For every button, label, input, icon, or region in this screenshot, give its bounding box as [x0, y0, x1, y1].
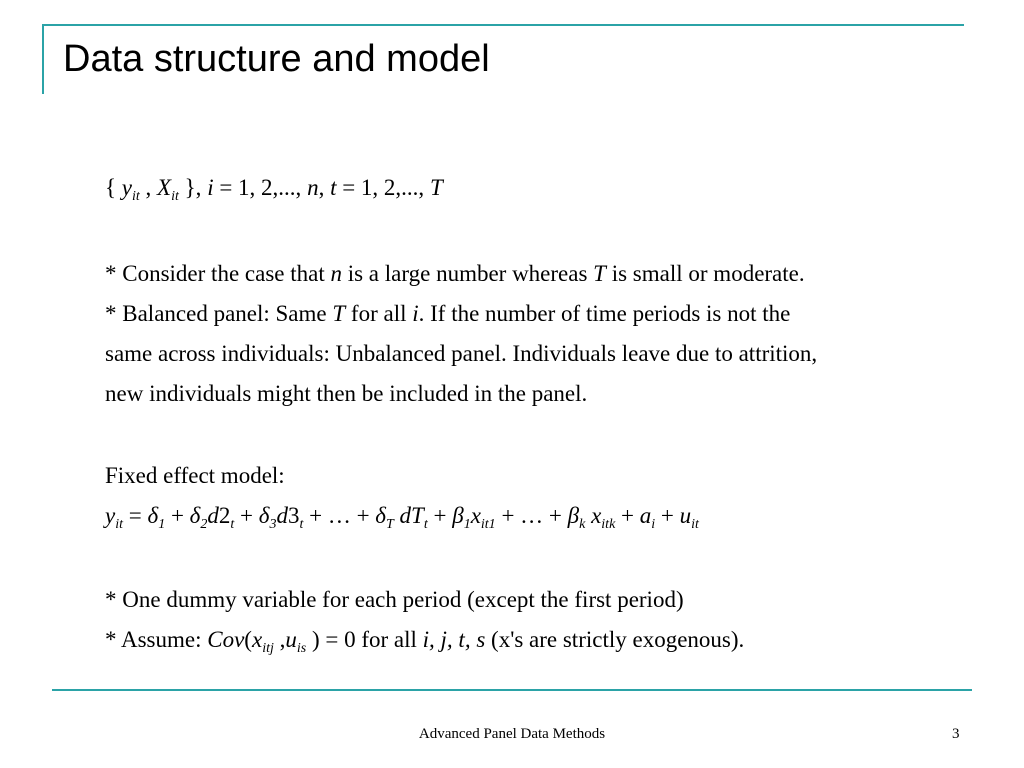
eq-a: a [639, 503, 652, 528]
math-comma: , [273, 627, 286, 652]
math-x-sub: itj [262, 641, 274, 656]
eq-betak-sub: k [579, 517, 586, 532]
bullet-balanced-panel-line2: same across individuals: Unbalanced panel. Individuals leave due to attrition, [105, 341, 818, 366]
spacer [105, 414, 965, 456]
bullet-assume-exogenous [105, 620, 965, 664]
text-run: (x's are strictly exogenous). [485, 627, 745, 652]
math-close-eq: ) = 0 [306, 627, 356, 652]
eq-plus-ellipsis: + … + [495, 503, 568, 528]
eq-d3-sub: t [299, 517, 304, 532]
notation-X: X [157, 175, 172, 200]
notation-i: i [207, 175, 214, 200]
page-number: 3 [952, 726, 960, 742]
eq-d2-sub: t [230, 517, 235, 532]
notation-y-sub: it [132, 189, 140, 204]
notation-open-brace: { [105, 175, 122, 200]
fixed-effect-heading: Fixed effect model: [105, 463, 285, 488]
eq-x1-sub: it1 [480, 517, 496, 532]
text-run: for all [355, 627, 423, 652]
notation-t: t [330, 175, 337, 200]
eq-plus-ellipsis: + … + [303, 503, 376, 528]
eq-d2-var: d [207, 503, 219, 528]
eq-beta1-sub: 1 [463, 517, 471, 532]
eq-dT-var: dT [393, 503, 424, 528]
eq-u: u [679, 503, 692, 528]
spacer [105, 540, 965, 580]
eq-deltaT: δ [375, 503, 386, 528]
footer-rule [52, 689, 972, 691]
eq-d3-var: d [276, 503, 288, 528]
eq-x1: x [470, 503, 481, 528]
notation-n: n [307, 175, 319, 200]
text-run: * Balanced panel: Same [105, 301, 333, 326]
eq-d2-num: 2 [218, 503, 231, 528]
notation-close-brace: }, [178, 175, 208, 200]
bullet-balanced-panel [105, 294, 965, 334]
eq-delta2: δ [189, 503, 201, 528]
math-u: u [285, 627, 297, 652]
notation-y: y [121, 175, 133, 200]
eq-delta3-sub: 3 [269, 517, 277, 532]
eq-d3-num: 3 [287, 503, 300, 528]
math-cov: Cov [207, 627, 245, 652]
eq-betak: β [567, 503, 580, 528]
text-run: * Consider the case that [105, 261, 331, 286]
eq-beta1: β [452, 503, 464, 528]
math-x: x [251, 627, 263, 652]
math-index-vars: i, j, t, s [422, 627, 486, 652]
eq-plus: + [234, 503, 259, 528]
panel-notation [105, 168, 965, 212]
title-top-rule [42, 24, 964, 26]
spacer [105, 212, 965, 254]
bullet-large-n [105, 254, 965, 294]
notation-t-range: = 1, 2,..., [336, 175, 430, 200]
eq-dT-sub: t [423, 517, 428, 532]
eq-plus: + [165, 503, 190, 528]
bullet-balanced-panel-line3: new individuals might then be included in the panel. [105, 381, 588, 406]
eq-y: y [105, 503, 116, 528]
text-run: is a large number whereas [341, 261, 594, 286]
eq-delta1: δ [147, 503, 159, 528]
bullet-dummy-variable: * One dummy variable for each period (except the first period) [105, 587, 684, 612]
notation-separator: , [318, 175, 331, 200]
eq-a-sub: i [651, 517, 656, 532]
eq-plus: + [655, 503, 680, 528]
title-left-rule [42, 24, 44, 94]
notation-i-range: = 1, 2,..., [213, 175, 308, 200]
eq-plus: + [427, 503, 453, 528]
math-i: i [412, 301, 419, 326]
eq-u-sub: it [691, 517, 699, 532]
text-run: * Assume: [105, 627, 208, 652]
text-run: . If the number of time periods is not the [418, 301, 791, 326]
notation-T: T [429, 175, 443, 200]
math-n: n [330, 261, 342, 286]
notation-comma: , [139, 175, 158, 200]
eq-delta2-sub: 2 [200, 517, 208, 532]
eq-equals: = [123, 503, 148, 528]
math-u-sub: is [296, 641, 307, 656]
text-run: for all [345, 301, 413, 326]
eq-plus: + [615, 503, 640, 528]
eq-xk: x [585, 503, 602, 528]
text-run: is small or moderate. [605, 261, 805, 286]
eq-y-sub: it [115, 517, 123, 532]
math-T: T [332, 301, 346, 326]
slide-body [105, 168, 965, 664]
slide-title: Data structure and model [63, 38, 490, 80]
eq-deltaT-sub: T [386, 517, 394, 532]
fixed-effect-equation [105, 496, 965, 540]
notation-X-sub: it [171, 189, 179, 204]
eq-delta1-sub: 1 [158, 517, 166, 532]
eq-delta3: δ [258, 503, 270, 528]
eq-xk-sub: itk [601, 517, 616, 532]
math-paren: ( [244, 627, 252, 652]
math-T: T [593, 261, 606, 286]
footer-text: Advanced Panel Data Methods [418, 726, 606, 742]
